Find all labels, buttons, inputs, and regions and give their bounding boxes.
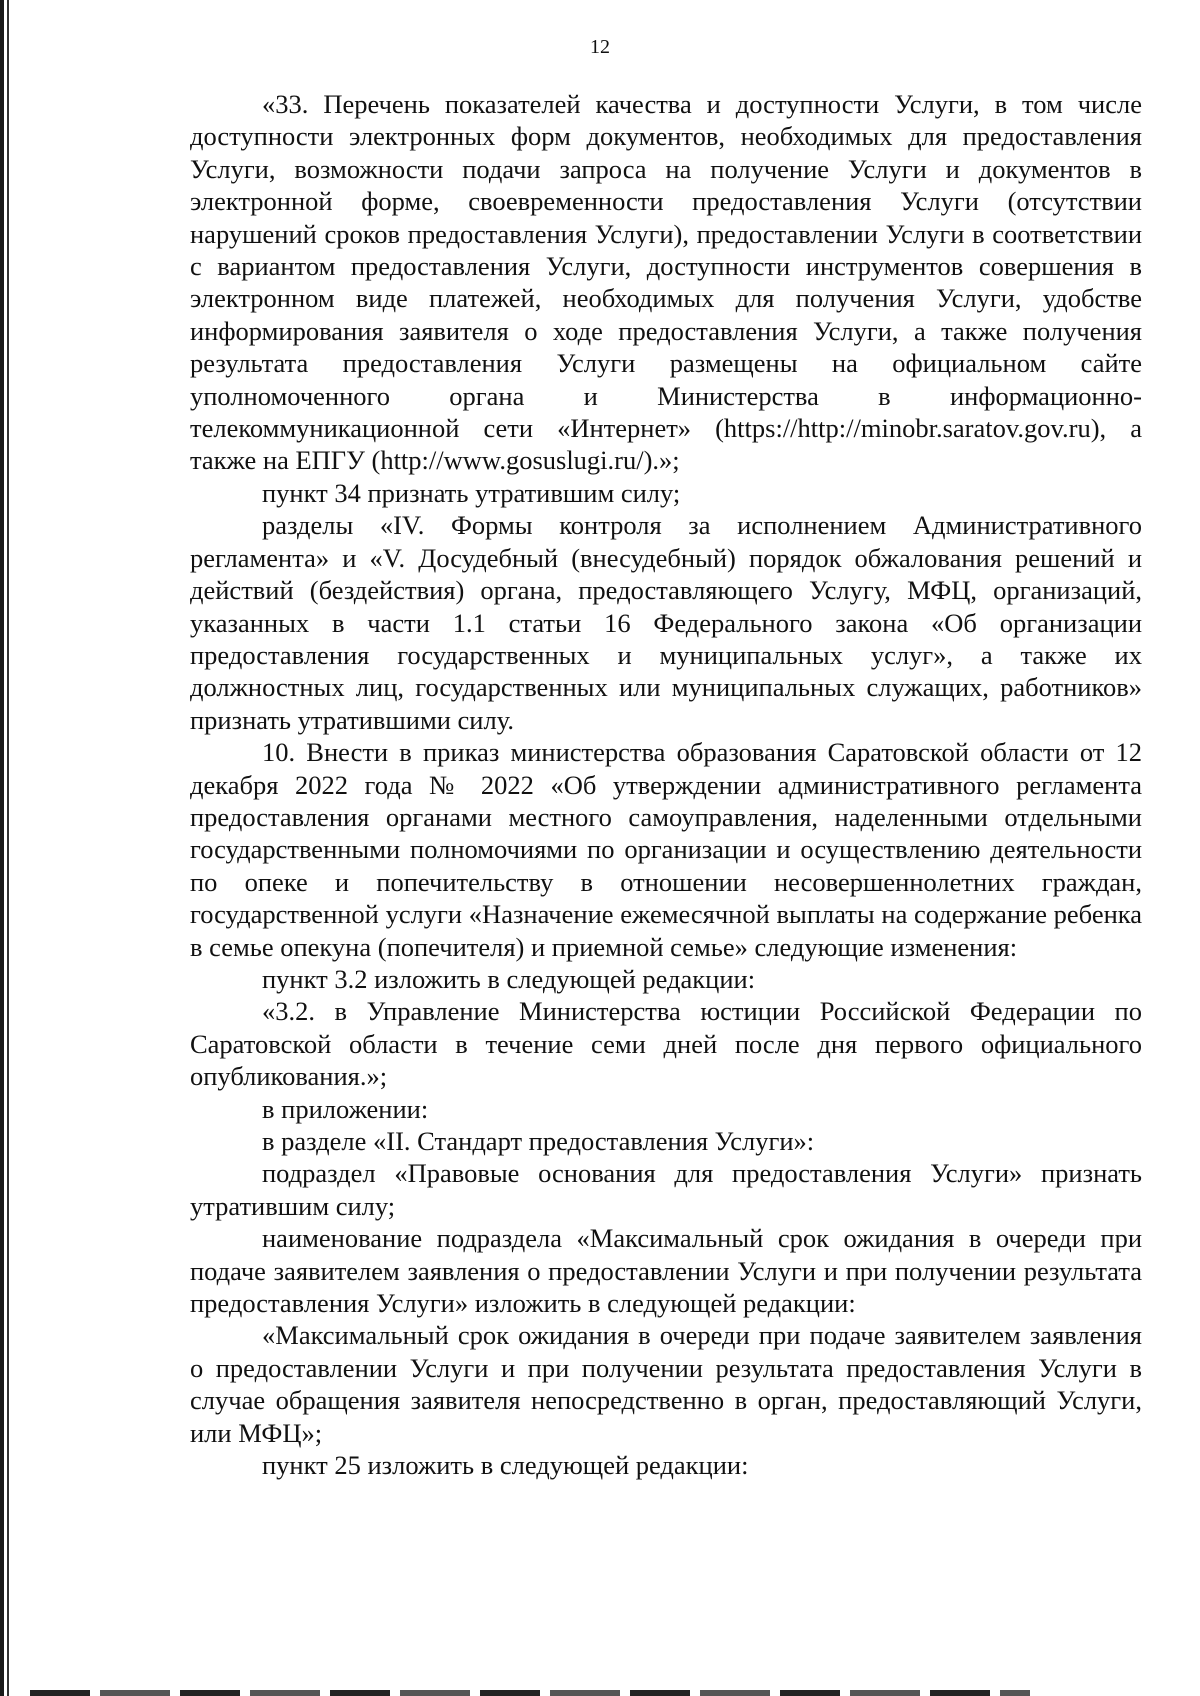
scan-edge-bottom <box>30 1690 1030 1696</box>
paragraph-item-33: «33. Перечень показателей качества и доступности Услуги, в том числе доступности электронных форм документов, необходимых для предоставления Услуги, возможности подачи запроса на получение Услуги и документов в электронной форме, своевременности предоставления Услуги (отсутствии нарушений сроков предоставления Услуги), предоставлении Услуги в соответствии с вариантом предоставления Услуги, доступности инструментов совершения в электронном виде платежей, необходимых для получения Услуги, удобстве информирования заявителя о ходе предоставления Услуги, а также получения результата предоставления Услуги размещены на официальном сайте уполномоченного органа и Министерства в информационно-телекоммуникационной сети «Интернет» (https://http://minobr.saratov.gov.ru), а также на ЕПГУ (http://www.gosuslugi.ru/).»; <box>190 89 1142 476</box>
paragraph-subsection-name: наименование подраздела «Максимальный срок ожидания в очереди при подаче заявителем заявления о предоставлении Услуги и при получении результата предоставления Услуги» изложить в следующей редакции: <box>190 1223 1142 1319</box>
paragraph-in-appendix: в приложении: <box>262 1093 429 1124</box>
paragraph-subsection-legal: подраздел «Правовые основания для предоставления Услуги» признать утратившим силу; <box>190 1158 1142 1221</box>
page-number: 12 <box>590 36 610 58</box>
paragraph-point-3-2: пункт 3.2 изложить в следующей редакции: <box>262 963 756 994</box>
paragraph-max-wait: «Максимальный срок ожидания в очереди при подаче заявителем заявления о предоставлении Услуги и при получении результата предоставления Услуги в случае обращения заявителя непосредственно в орган, предоставляющий Услуги, или МФЦ»; <box>190 1320 1142 1448</box>
paragraph-point-3-2-text: «3.2. в Управление Министерства юстиции Российской Федерации по Саратовской области в течение семи дней после дня первого официального опубликования.»; <box>190 996 1142 1092</box>
document-body <box>190 88 1142 1481</box>
paragraph-sections-iv-v: разделы «IV. Формы контроля за исполнением Административного регламента» и «V. Досудебный (внесудебный) порядок обжалования решений и действий (бездействия) органа, предоставляющего Услугу, МФЦ, организаций, указанных в части 1.1 статьи 16 Федерального закона «Об организации предоставления государственных и муниципальных услуг», а также их должностных лиц, государственных или муниципальных служащих, работников» признать утратившими силу. <box>190 510 1142 735</box>
paragraph-section-ii: в разделе «II. Стандарт предоставления Услуги»: <box>262 1126 815 1156</box>
paragraph-point-25: пункт 25 изложить в следующей редакции: <box>262 1450 749 1481</box>
scan-edge-left <box>0 0 14 1696</box>
paragraph-point-34: пункт 34 признать утратившим силу; <box>262 477 681 508</box>
paragraph-item-10: 10. Внести в приказ министерства образования Саратовской области от 12 декабря 2022 года № 2022 «Об утверждении административного регламента предоставления органами местного самоуправления, наделенными отдельными государственными полномочиями по организации и осуществлению деятельности по опеке и попечительству в отношении несовершеннолетних граждан, государственной услуги «Назначение ежемесячной выплаты на содержание ребенка в семье опекуна (попечителя) и приемной семье» следующие изменения: <box>190 737 1142 962</box>
